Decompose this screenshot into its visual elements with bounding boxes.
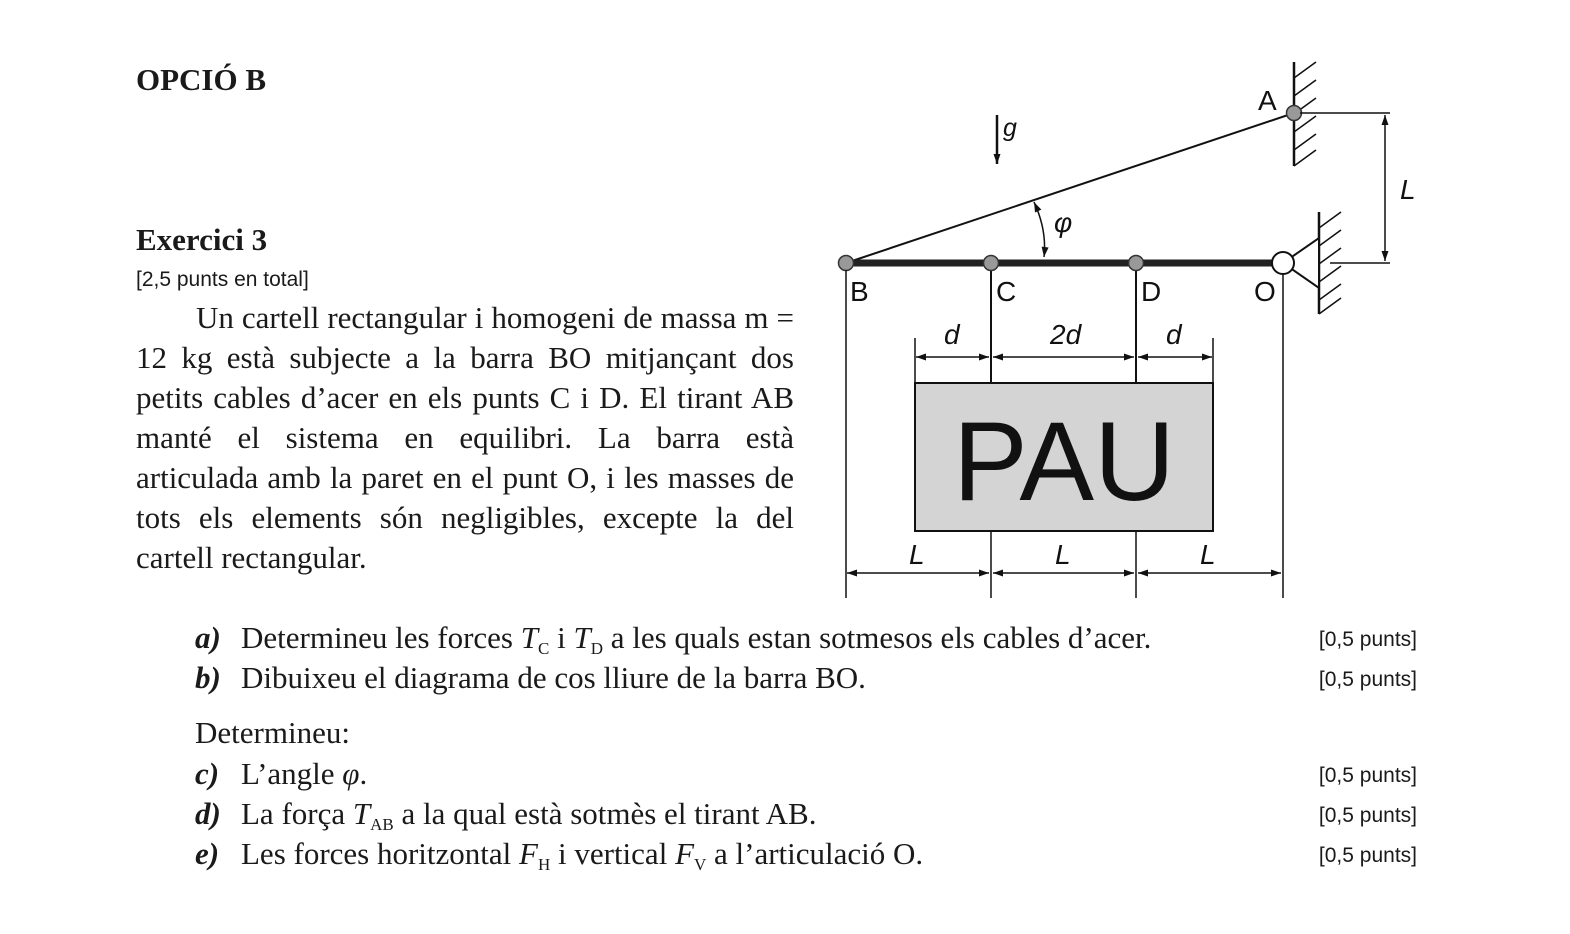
question-points: [0,5 punts] xyxy=(1318,804,1417,827)
label-a: A xyxy=(1258,85,1277,116)
math-symbol: F xyxy=(675,836,694,871)
label-c: C xyxy=(996,276,1017,307)
height-label: L xyxy=(1400,174,1416,205)
question-text: Les forces horitzontal xyxy=(241,836,520,871)
question-text: Determineu les forces xyxy=(241,620,521,655)
question-text: a les quals estan sotmesos els cables d’acer. xyxy=(603,620,1152,655)
joint-a xyxy=(1287,106,1302,121)
angle-arc xyxy=(1034,202,1045,257)
math-symbol: F xyxy=(519,836,538,871)
math-subscript: C xyxy=(538,639,550,658)
question-points: [0,5 punts] xyxy=(1318,668,1417,691)
question-text: i xyxy=(549,620,574,655)
question-text: . xyxy=(359,756,368,791)
question-text: a la qual està sotmès el tirant AB. xyxy=(393,796,817,831)
angle-label: φ xyxy=(1054,207,1073,238)
question-label: b) xyxy=(195,660,221,695)
sign-text: PAU xyxy=(953,399,1175,524)
question-label: d) xyxy=(195,796,221,831)
dim-l-3: L xyxy=(1200,539,1216,570)
exercise-total-points: [2,5 punts en total] xyxy=(136,268,309,291)
question-text: La força xyxy=(241,796,353,831)
math-subscript: D xyxy=(590,639,603,658)
determine-heading: Determineu: xyxy=(195,715,350,750)
math-symbol: T xyxy=(520,620,538,655)
label-d: D xyxy=(1141,276,1162,307)
dim-l-2: L xyxy=(1055,539,1071,570)
gravity-label: g xyxy=(1003,114,1017,142)
math-subscript: AB xyxy=(370,815,394,834)
question-points: [0,5 punts] xyxy=(1318,764,1417,787)
math-symbol: φ xyxy=(342,756,360,791)
pin-o xyxy=(1272,252,1294,274)
question-label: c) xyxy=(195,756,220,791)
label-o: O xyxy=(1254,276,1276,307)
math-subscript: V xyxy=(694,855,707,874)
joint-c xyxy=(984,256,999,271)
joint-b xyxy=(839,256,854,271)
question-label: e) xyxy=(195,836,220,871)
tie-rod-ab xyxy=(846,113,1294,263)
option-heading: OPCIÓ B xyxy=(136,62,267,97)
question-points: [0,5 punts] xyxy=(1318,844,1417,867)
question-text: Dibuixeu el diagrama de cos lliure de la barra BO. xyxy=(241,660,866,695)
exercise-statement: Un cartell rectangular i homogeni de massa m = 12 kg està subjecte a la barra BO mitjançant dos petits cables d’acer en els punts C i D. El tirant AB manté el sistema en equilibri. La barra està articulada amb la paret en el punt O, i les masses de tots els elements són negligibles, excepte la del cartell rectangular. xyxy=(136,300,794,575)
question-text: L’angle xyxy=(241,756,343,791)
dim-d-left: d xyxy=(944,319,960,350)
label-b: B xyxy=(850,276,869,307)
dim-d-right: d xyxy=(1166,319,1182,350)
question-text: a l’articulació O. xyxy=(706,836,924,871)
dim-l-1: L xyxy=(909,539,925,570)
exercise-title: Exercici 3 xyxy=(136,222,268,257)
math-subscript: H xyxy=(537,855,551,874)
question-label: a) xyxy=(195,620,221,655)
question-points: [0,5 punts] xyxy=(1318,628,1417,651)
dim-2d: 2d xyxy=(1050,319,1082,350)
question-text: i vertical xyxy=(550,836,676,871)
math-symbol: T xyxy=(573,620,591,655)
joint-d xyxy=(1129,256,1144,271)
math-symbol: T xyxy=(352,796,371,831)
